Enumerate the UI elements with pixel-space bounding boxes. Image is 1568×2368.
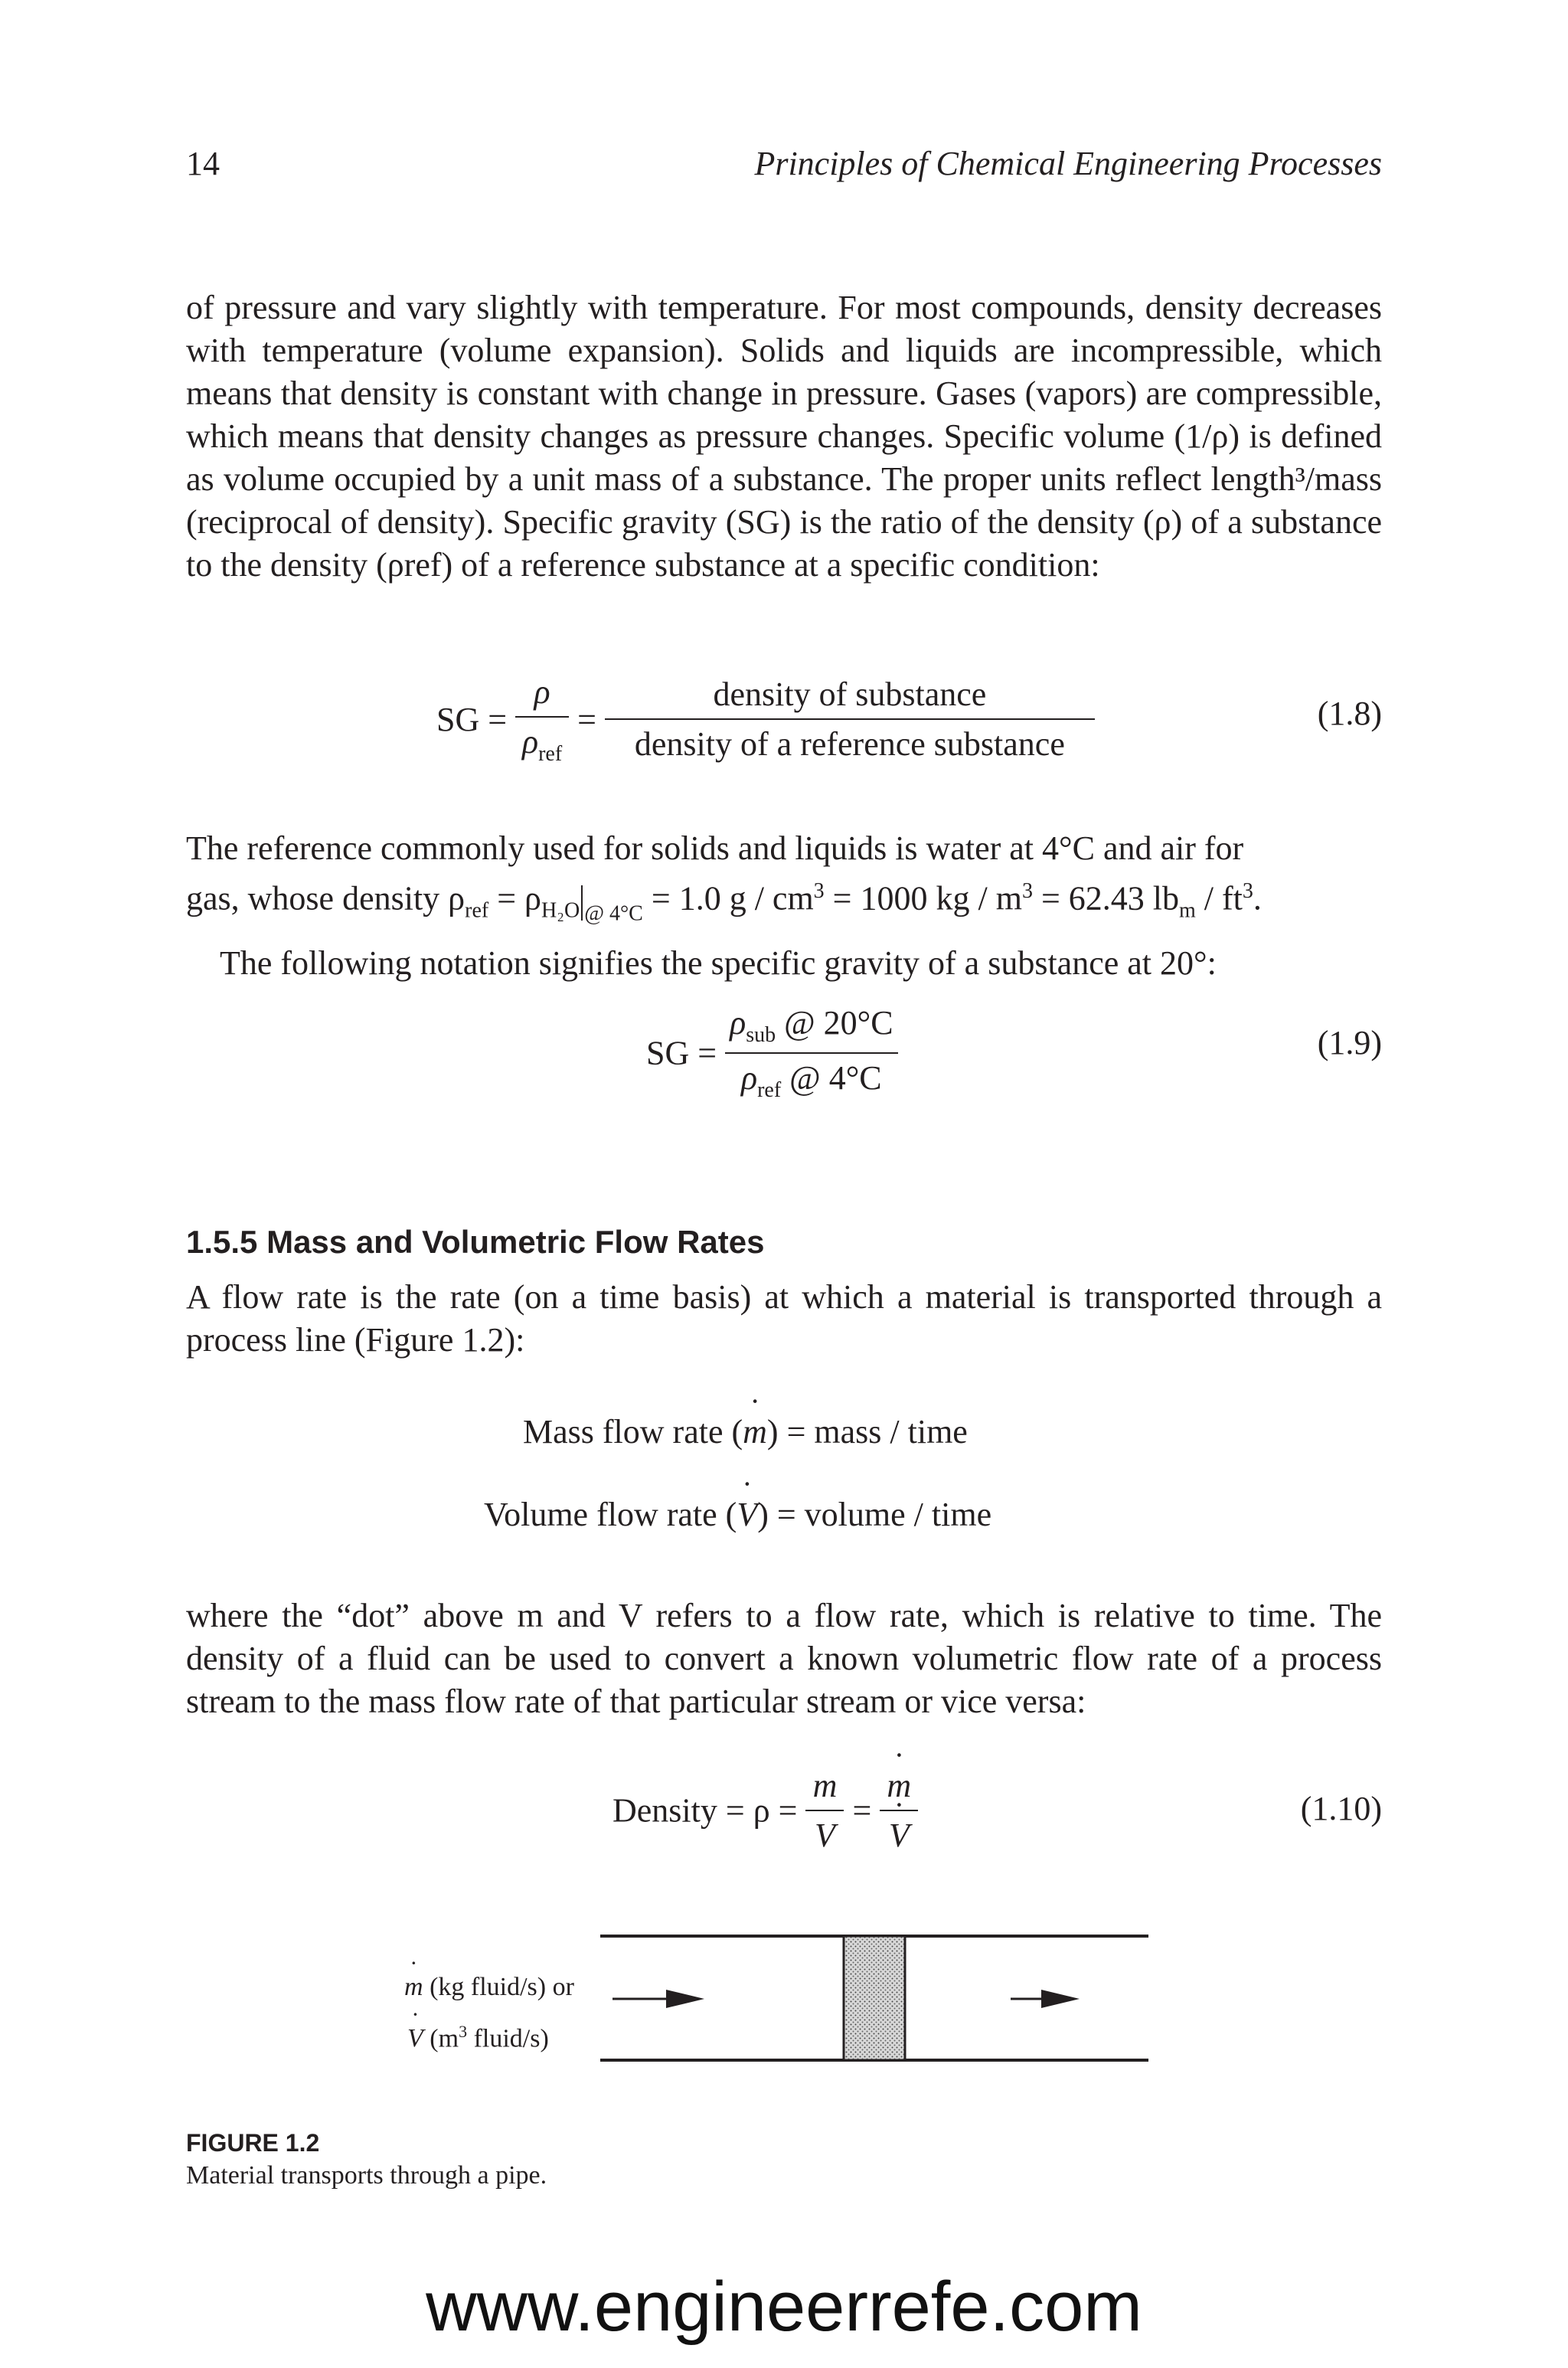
eq-lhs xyxy=(612,1792,805,1830)
rho-symbol: ρ xyxy=(521,723,539,760)
m-dot-symbol: m ˙ xyxy=(743,1412,767,1451)
text-run: Volume flow rate ( xyxy=(484,1496,737,1533)
fraction-m-over-v xyxy=(805,1766,844,1855)
pipe-diagram xyxy=(597,1922,1164,2075)
subscript: m xyxy=(1178,898,1196,923)
fraction-sg xyxy=(725,1003,898,1103)
equation-number: (1.10) xyxy=(1300,1790,1382,1827)
v-dot-symbol: V ˙ xyxy=(737,1495,757,1534)
text-run: fluid/s) xyxy=(467,2024,549,2053)
inlet-arrow xyxy=(612,1990,704,2008)
m-dot-symbol: m ˙ xyxy=(404,1973,423,2002)
fraction-density-words xyxy=(605,675,1095,764)
fraction-rho xyxy=(515,672,569,767)
subscript: sub xyxy=(746,1022,776,1047)
superscript: 3 xyxy=(813,879,825,903)
superscript: 3 xyxy=(1021,879,1033,903)
v-dot-symbol: V ˙ xyxy=(889,1816,910,1855)
paragraph-line: The reference commonly used for solids and liquids is water at 4°C and air for xyxy=(186,829,1244,867)
text-run: = 1.0 g / cm xyxy=(642,879,814,917)
rho-symbol: ρ xyxy=(740,1058,758,1097)
denominator xyxy=(880,1811,918,1855)
watermark-url: www.engineerrefe.com xyxy=(426,2268,1142,2346)
paragraph-text: of pressure and vary slightly with temperature. For most compounds, density decreases with temperature (volume expansion). Solids and liquids are incompressible, which means that density is constant with change in pressure. Gases (vapors) are compressible, which means that density changes as pressure changes. Specific volume (1/ρ) is defined as volume occupied by a unit mass of a substance. The proper units reflect length³/mass (reciprocal of density). Specific gravity (SG) is the ratio of the density (ρ) of a substance to the density (ρref) of a reference substance at a specific condition: xyxy=(186,289,1382,584)
text-run: / ft xyxy=(1195,879,1243,917)
equation-number: (1.9) xyxy=(1317,1024,1382,1061)
text-run: @ 20°C xyxy=(776,1004,893,1042)
text-run: (m xyxy=(423,2024,459,2053)
denominator: density of a reference substance xyxy=(634,725,1065,764)
text-run: . xyxy=(1253,879,1262,917)
numerator xyxy=(725,1003,898,1054)
figure-label-mass xyxy=(404,1973,574,2002)
figure-caption: Material transports through a pipe. xyxy=(186,2161,547,2190)
evaluation-bar xyxy=(581,885,583,921)
running-title: Principles of Chemical Engineering Processes xyxy=(754,145,1382,182)
text-run: = 62.43 lb xyxy=(1032,879,1179,917)
v-dot-symbol: V ˙ xyxy=(407,2024,423,2053)
page-number: 14 xyxy=(186,145,220,182)
equation-number: (1.8) xyxy=(1317,695,1382,732)
outlet-arrow xyxy=(1011,1990,1080,2008)
m-dot-symbol: m ˙ xyxy=(887,1766,911,1805)
paragraph-density xyxy=(186,286,1382,587)
subscript: ref xyxy=(465,898,489,923)
paragraph-flow-rate xyxy=(186,1276,1382,1362)
numerator: density of substance xyxy=(605,675,1095,720)
subscript: ref xyxy=(538,741,563,766)
text-run: Mass flow rate ( xyxy=(523,1413,743,1451)
paragraph-line: The following notation signifies the specific gravity of a substance at 20°: xyxy=(220,944,1217,982)
mass-flow-equation xyxy=(523,1412,968,1451)
eq-equals: = xyxy=(577,700,596,738)
paragraph-text: where the “dot” above m and V refers to a flow rate, which is relative to time. The density of a fluid can be used to convert a known volumetric flow rate of a process stream to the mass flow rate of that particular stream or vice versa: xyxy=(186,1597,1382,1720)
eq-lhs: SG = xyxy=(436,700,508,738)
denominator: V xyxy=(815,1817,835,1854)
volume-flow-equation xyxy=(484,1495,991,1534)
denominator xyxy=(725,1054,898,1103)
equation-1-8 xyxy=(436,672,1095,767)
fraction-mdot-over-vdot xyxy=(880,1766,918,1855)
figure-title: FIGURE 1.2 xyxy=(186,2129,320,2157)
numerator: m xyxy=(805,1766,844,1811)
eq-lhs: SG = xyxy=(646,1034,717,1072)
equation-1-10 xyxy=(612,1766,918,1855)
fluid-element xyxy=(844,1936,905,2060)
text-run: ) = volume / time xyxy=(757,1496,992,1533)
denominator xyxy=(515,718,569,767)
rho-symbol: ρ xyxy=(730,1004,746,1042)
text-run: = 1000 kg / m xyxy=(824,879,1022,917)
paragraph-reference xyxy=(186,827,1382,985)
subscript: H₂O xyxy=(541,898,580,923)
superscript: 3 xyxy=(459,2022,468,2041)
section-heading: 1.5.5 Mass and Volumetric Flow Rates xyxy=(186,1224,765,1260)
text-run: (kg fluid/s) or xyxy=(423,1973,574,2001)
paragraph-line xyxy=(186,870,1382,936)
text-run: Density = ρ = xyxy=(612,1791,798,1830)
text-run: gas, whose density ρ xyxy=(186,879,466,917)
subscript: ref xyxy=(757,1078,782,1102)
subscript: @ 4°C xyxy=(584,901,643,926)
superscript: 3 xyxy=(1242,879,1253,903)
eq-equals: = xyxy=(852,1791,872,1830)
equation-1-9 xyxy=(646,1003,898,1103)
paragraph-text: A flow rate is the rate (on a time basis) at which a material is transported through a process line (Figure 1.2): xyxy=(186,1278,1382,1359)
text-run: @ 4°C xyxy=(781,1058,882,1097)
numerator: ρ xyxy=(515,672,569,718)
text-run: = ρ xyxy=(488,879,541,917)
text-run: ) = mass / time xyxy=(766,1413,968,1451)
figure-label-volume xyxy=(407,2022,549,2053)
paragraph-density-conversion xyxy=(186,1594,1382,1723)
